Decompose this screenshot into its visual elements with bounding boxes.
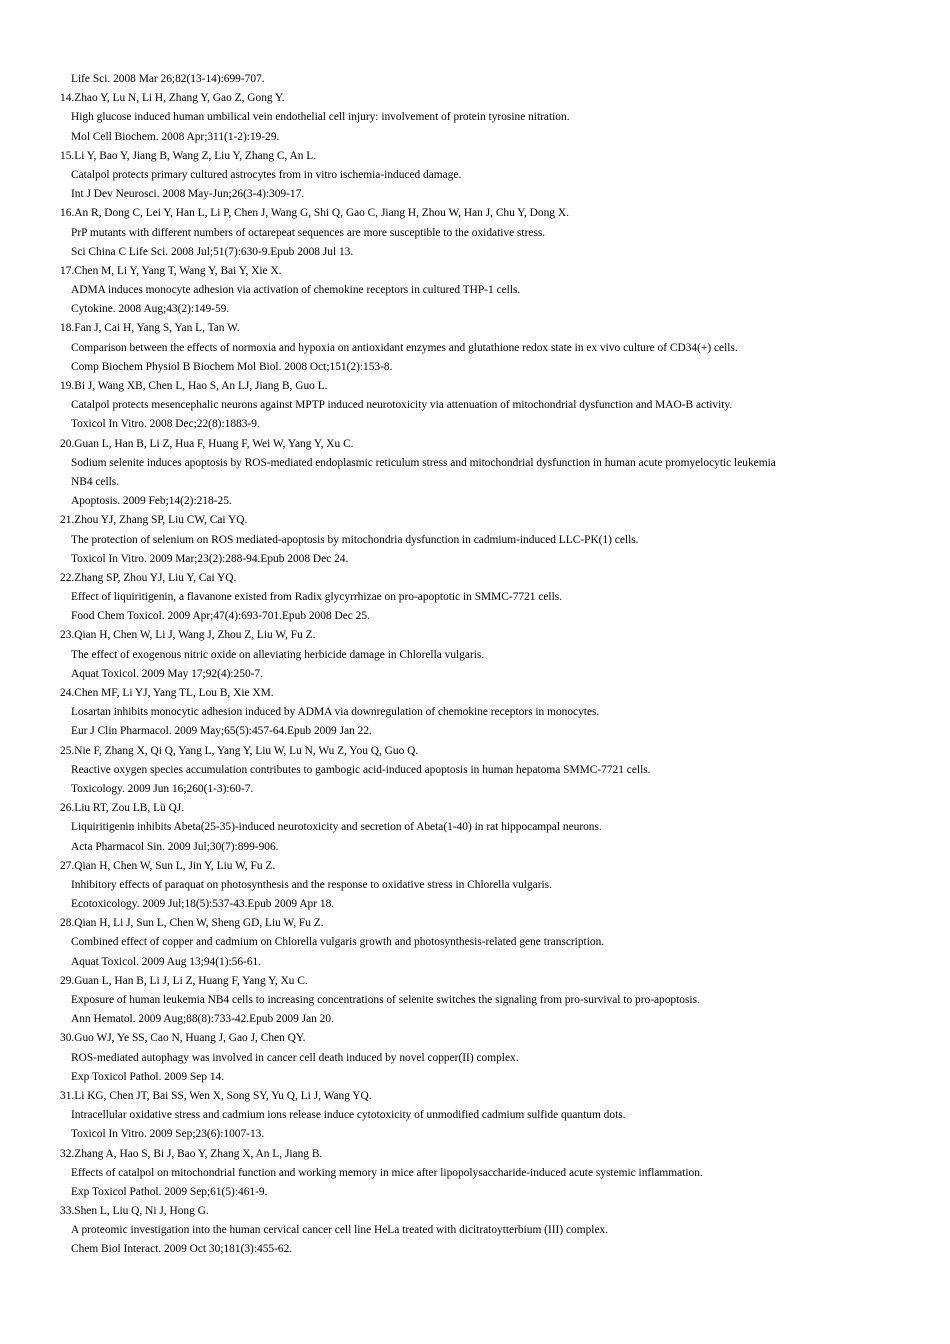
reference-journal: Cytokine. 2008 Aug;43(2):149-59. [71, 303, 230, 316]
reference-authors: 22.Zhang SP, Zhou YJ, Liu Y, Cai YQ. [60, 571, 237, 584]
reference-journal: Apoptosis. 2009 Feb;14(2):218-25. [71, 495, 232, 508]
reference-entry [60, 857, 890, 915]
reference-journal: Exp Toxicol Pathol. 2009 Sep;61(5):461-9. [71, 1185, 268, 1198]
reference-journal: Mol Cell Biochem. 2008 Apr;311(1-2):19-29. [71, 130, 280, 143]
reference-authors: 25.Nie F, Zhang X, Qi Q, Yang L, Yang Y, Liu W, Lu N, Wu Z, You Q, Guo Q. [60, 744, 419, 757]
references-container [60, 89, 890, 1259]
reference-entry [60, 1029, 890, 1087]
reference-journal: Ann Hematol. 2009 Aug;88(8):733-42.Epub 2009 Jan 20. [71, 1013, 334, 1026]
reference-entry [60, 147, 890, 205]
reference-journal: Aquat Toxicol. 2009 Aug 13;94(1):56-61. [71, 955, 262, 968]
reference-title: A proteomic investigation into the human cervical cancer cell line HeLa treated with dicitratoytterbium (III) complex. [71, 1224, 609, 1237]
reference-title: Sodium selenite induces apoptosis by ROS-mediated endoplasmic reticulum stress and mitochondrial dysfunction in human acute promyelocytic leukemia [71, 456, 776, 469]
reference-title: Intracellular oxidative stress and cadmium ions release induce cytotoxicity of unmodified cadmium sulfide quantum dots. [71, 1109, 626, 1122]
reference-authors: 20.Guan L, Han B, Li Z, Hua F, Huang F, Wei W, Yang Y, Xu C. [60, 437, 354, 450]
reference-journal: Food Chem Toxicol. 2009 Apr;47(4):693-701.Epub 2008 Dec 25. [71, 610, 370, 623]
reference-journal: Aquat Toxicol. 2009 May 17;92(4):250-7. [71, 667, 263, 680]
reference-title: High glucose induced human umbilical vein endothelial cell injury: involvement of protein tyrosine nitration. [71, 111, 570, 124]
reference-journal: Exp Toxicol Pathol. 2009 Sep 14. [71, 1070, 225, 1083]
reference-authors: 33.Shen L, Liu Q, Ni J, Hong G. [60, 1205, 209, 1218]
reference-authors: 18.Fan J, Cai H, Yang S, Yan L, Tan W. [60, 322, 240, 335]
reference-journal: Eur J Clin Pharmacol. 2009 May;65(5):457-64.Epub 2009 Jan 22. [71, 725, 372, 738]
reference-journal: Acta Pharmacol Sin. 2009 Jul;30(7):899-906. [71, 840, 279, 853]
reference-journal: Toxicol In Vitro. 2008 Dec;22(8):1883-9. [71, 418, 260, 431]
reference-title: Liquiritigenin inhibits Abeta(25-35)-induced neurotoxicity and secretion of Abeta(1-40) in rat hippocampal neurons. [71, 821, 602, 834]
reference-entry [60, 1087, 890, 1145]
reference-entry [60, 626, 890, 684]
reference-journal: Ecotoxicology. 2009 Jul;18(5):537-43.Epub 2009 Apr 18. [71, 898, 335, 911]
reference-journal: Sci China C Life Sci. 2008 Jul;51(7):630-9.Epub 2008 Jul 13. [71, 245, 354, 258]
reference-title: Exposure of human leukemia NB4 cells to increasing concentrations of selenite switches the signaling from pro-survival to pro-apoptosis. [71, 994, 700, 1006]
reference-authors: 32.Zhang A, Hao S, Bi J, Bao Y, Zhang X, An L, Jiang B. [60, 1147, 323, 1160]
reference-entry [60, 511, 890, 569]
reference-journal: Toxicol In Vitro. 2009 Sep;23(6):1007-13. [71, 1128, 265, 1141]
reference-journal: Toxicol In Vitro. 2009 Mar;23(2):288-94.Epub 2008 Dec 24. [71, 552, 349, 565]
reference-title: ROS-mediated autophagy was involved in cancer cell death induced by novel copper(II) complex. [71, 1051, 519, 1064]
reference-entry [60, 972, 890, 1030]
reference-authors: 23.Qian H, Chen W, Li J, Wang J, Zhou Z, Liu W, Fu Z. [60, 629, 316, 642]
reference-entry [60, 204, 890, 262]
reference-authors: 17.Chen M, Li Y, Yang T, Wang Y, Bai Y, Xie X. [60, 264, 282, 277]
reference-entry [60, 435, 890, 512]
reference-entry [60, 1202, 890, 1260]
reference-title: Effect of liquiritigenin, a flavanone existed from Radix glycyrrhizae on pro-apoptotic in SMMC-7721 cells. [71, 591, 563, 604]
reference-title: The effect of exogenous nitric oxide on alleviating herbicide damage in Chlorella vulgaris. [71, 648, 485, 661]
reference-entry [60, 319, 890, 377]
reference-entry [60, 684, 890, 742]
reference-authors: 19.Bi J, Wang XB, Chen L, Hao S, An LJ, Jiang B, Guo L. [60, 380, 328, 392]
reference-authors: 31.Li KG, Chen JT, Bai SS, Wen X, Song SY, Yu Q, Li J, Wang YQ. [60, 1089, 372, 1102]
reference-list [60, 70, 890, 1260]
reference-entry [60, 914, 890, 972]
reference-entry [60, 799, 890, 857]
reference-journal: Chem Biol Interact. 2009 Oct 30;181(3):455-62. [71, 1243, 293, 1256]
reference-entry [60, 262, 890, 320]
reference-journal: Comp Biochem Physiol B Biochem Mol Biol. 2008 Oct;151(2):153-8. [71, 360, 393, 373]
reference-title: Combined effect of copper and cadmium on Chlorella vulgaris growth and photosynthesis-related gene transcription. [71, 936, 605, 949]
reference-title: Losartan inhibits monocytic adhesion induced by ADMA via downregulation of chemokine receptors in monocytes. [71, 706, 600, 719]
reference-title: Catalpol protects mesencephalic neurons against MPTP induced neurotoxicity via attenuation of mitochondrial dysfunction and MAO-B activity. [71, 399, 733, 412]
reference-title: The protection of selenium on ROS mediated-apoptosis by mitochondria dysfunction in cadmium-induced LLC-PK(1) cells. [71, 533, 639, 546]
reference-authors: 21.Zhou YJ, Zhang SP, Liu CW, Cai YQ. [60, 514, 248, 527]
continuation-journal: Life Sci. 2008 Mar 26;82(13-14):699-707. [71, 73, 265, 85]
reference-entry [60, 89, 890, 147]
reference-authors: 16.An R, Dong C, Lei Y, Han L, Li P, Chen J, Wang G, Shi Q, Gao C, Jiang H, Zhou W, Han J, Chu Y, Dong X. [60, 207, 569, 220]
reference-title-continued: NB4 cells. [71, 475, 120, 488]
reference-title: Comparison between the effects of normoxia and hypoxia on antioxidant enzymes and glutathione redox state in ex vivo culture of CD34(+) cells. [71, 341, 738, 354]
reference-title: Effects of catalpol on mitochondrial function and working memory in mice after lipopolysaccharide-induced acute systemic inflammation. [71, 1166, 703, 1179]
reference-authors: 14.Zhao Y, Lu N, Li H, Zhang Y, Gao Z, Gong Y. [60, 92, 285, 105]
reference-authors: 26.Liu RT, Zou LB, Lü QJ. [60, 802, 185, 815]
reference-entry [60, 377, 890, 435]
reference-entry [60, 742, 890, 800]
reference-authors: 30.Guo WJ, Ye SS, Cao N, Huang J, Gao J, Chen QY. [60, 1032, 306, 1045]
reference-authors: 15.Li Y, Bao Y, Jiang B, Wang Z, Liu Y, Zhang C, An L. [60, 149, 317, 162]
reference-journal: Toxicology. 2009 Jun 16;260(1-3):60-7. [71, 782, 254, 795]
reference-title: ADMA induces monocyte adhesion via activation of chemokine receptors in cultured THP-1 cells. [71, 284, 521, 297]
reference-journal: Int J Dev Neurosci. 2008 May-Jun;26(3-4):309-17. [71, 188, 305, 201]
reference-entry [60, 569, 890, 627]
reference-authors: 28.Qian H, Li J, Sun L, Chen W, Sheng GD, Liu W, Fu Z. [60, 917, 324, 930]
reference-authors: 24.Chen MF, Li YJ, Yang TL, Lou B, Xie XM. [60, 687, 274, 699]
reference-title: Reactive oxygen species accumulation contributes to gambogic acid-induced apoptosis in human hepatoma SMMC-7721 cells. [71, 763, 651, 776]
reference-title: Inhibitory effects of paraquat on photosynthesis and the response to oxidative stress in Chlorella vulgaris. [71, 878, 552, 891]
reference-entry [60, 1145, 890, 1203]
reference-title: Catalpol protects primary cultured astrocytes from in vitro ischemia-induced damage. [71, 168, 462, 181]
reference-authors: 27.Qian H, Chen W, Sun L, Jin Y, Liu W, Fu Z. [60, 859, 276, 872]
reference-authors: 29.Guan L, Han B, Li J, Li Z, Huang F, Yang Y, Xu C. [60, 974, 308, 987]
reference-title: PrP mutants with different numbers of octarepeat sequences are more susceptible to the oxidative stress. [71, 226, 546, 239]
